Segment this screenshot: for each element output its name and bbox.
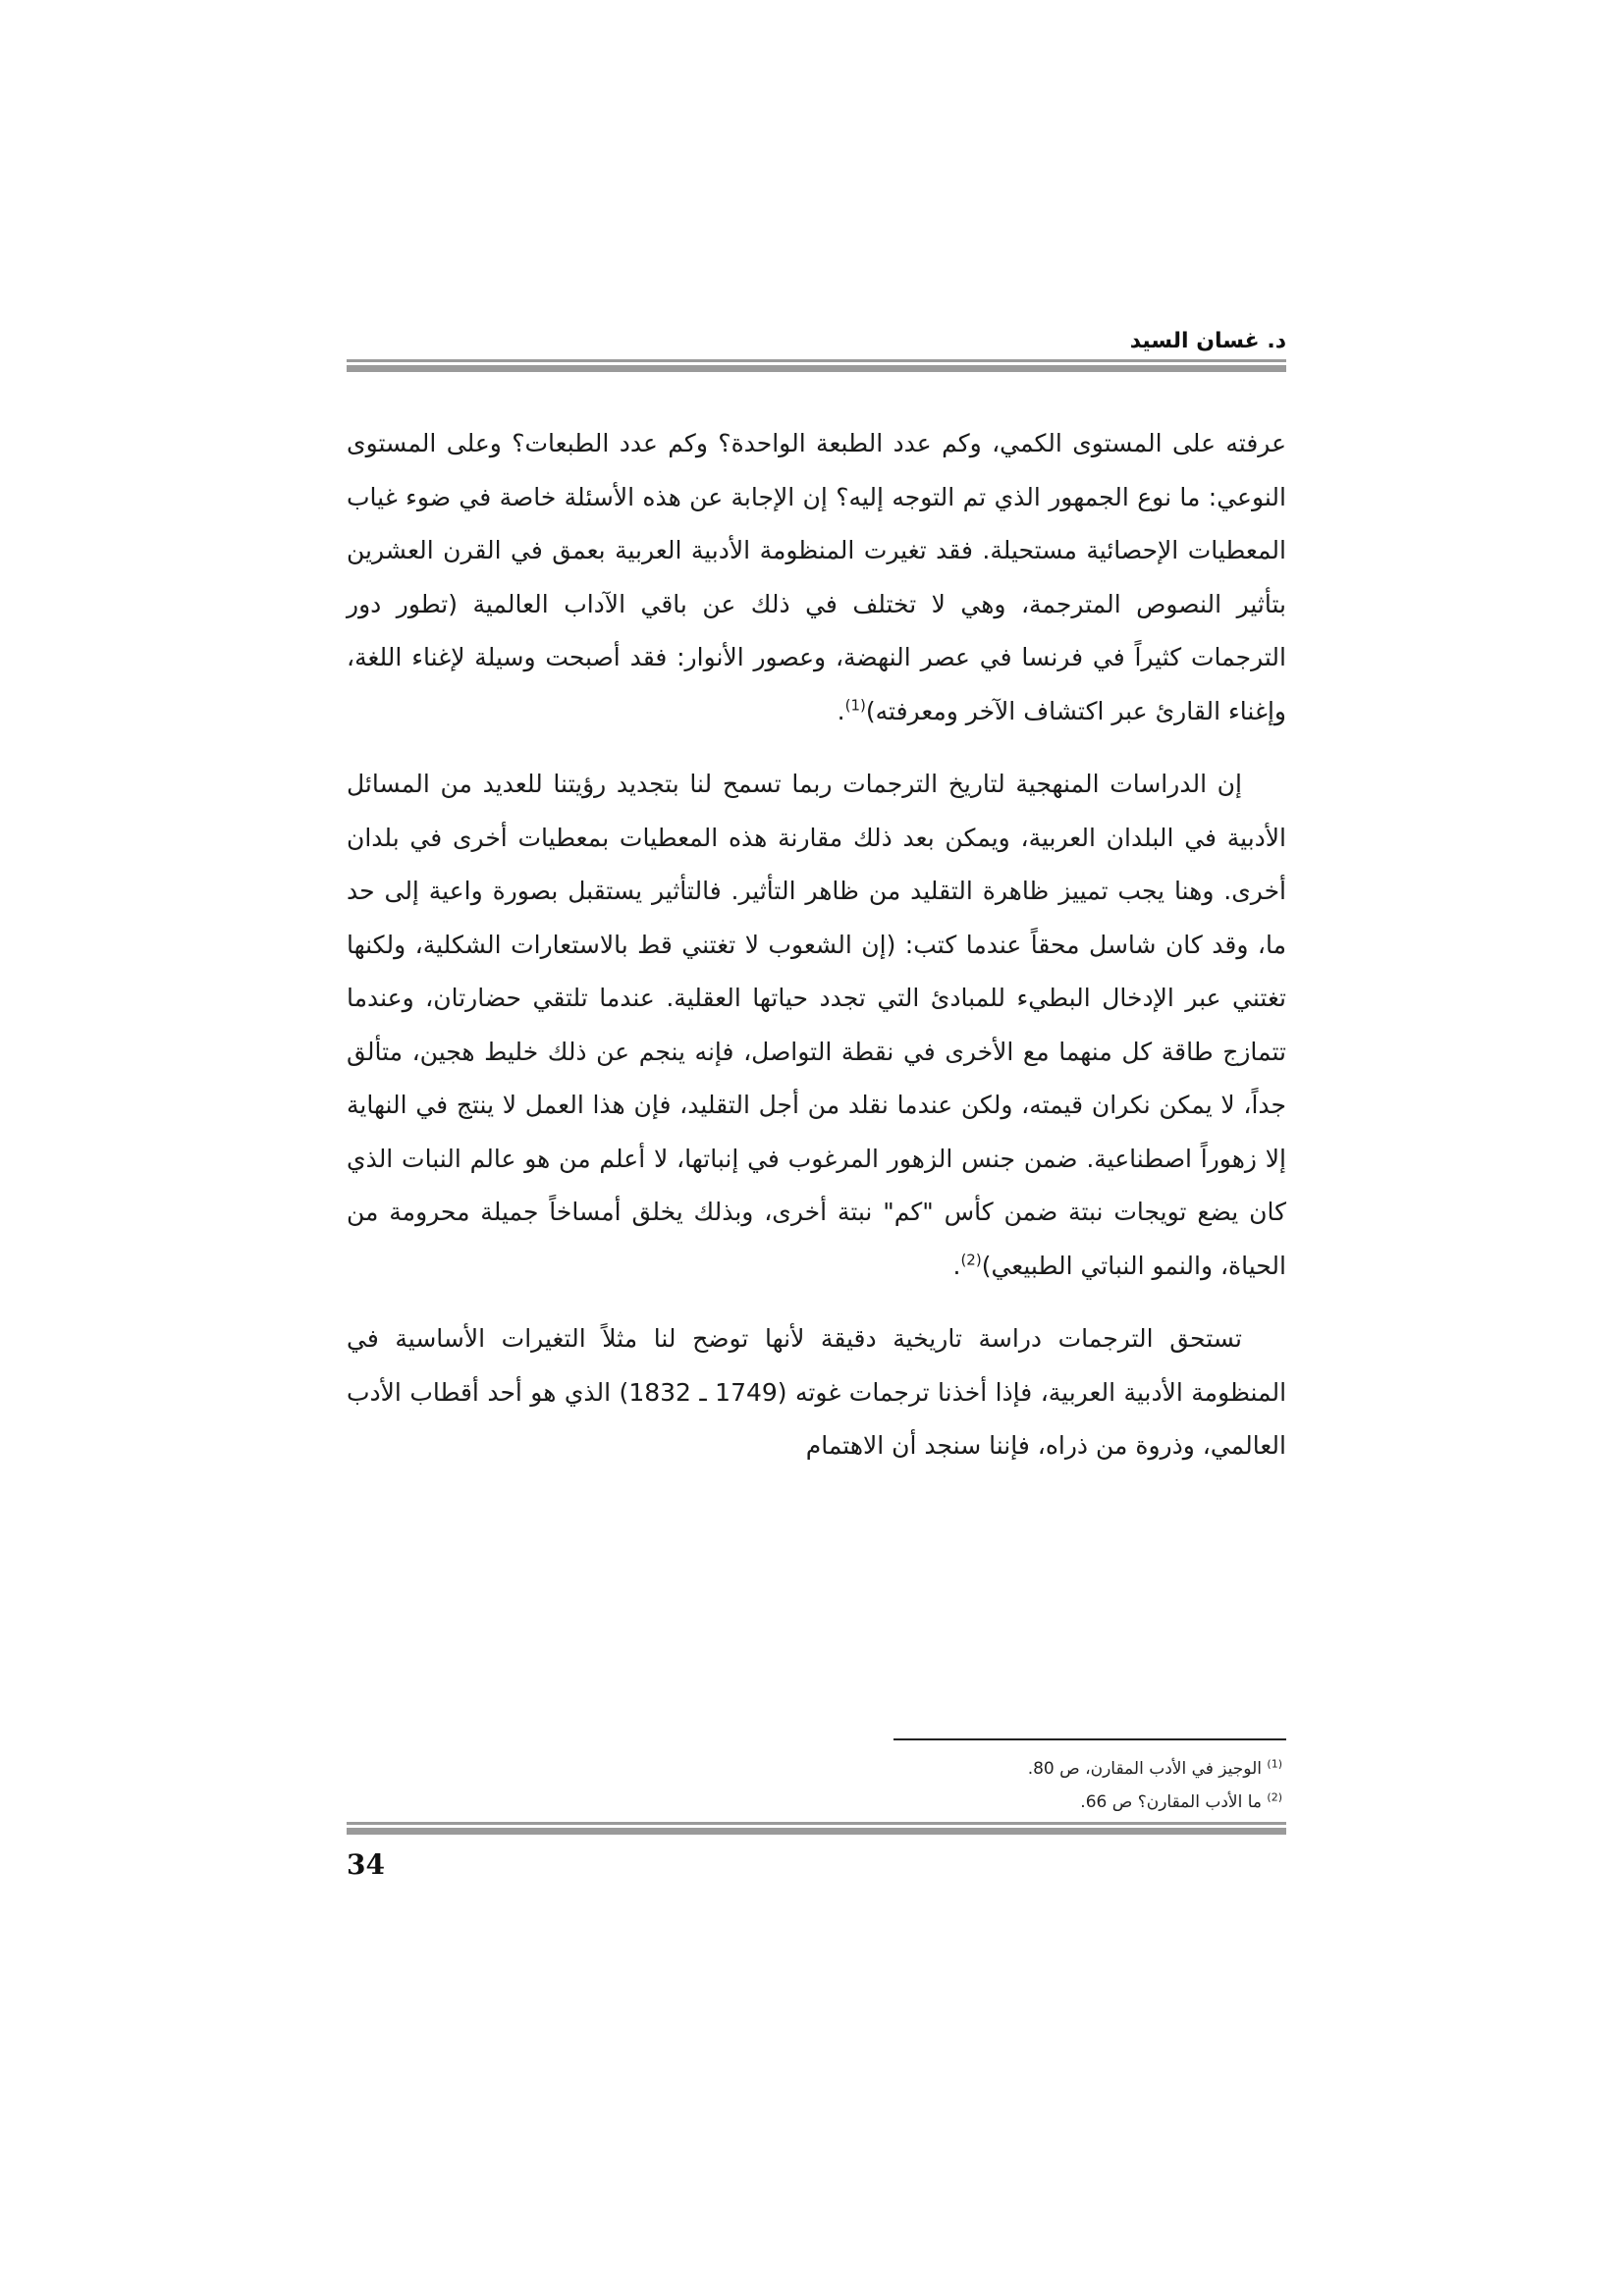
header-rule [347, 359, 1286, 373]
paragraph-3-text: تستحق الترجمات دراسة تاريخية دقيقة لأنها توضح لنا مثلاً التغيرات الأساسية في المنظومة الأدبية العربية، فإذا أخذنا ترجمات غوته (1749 ـ 1832) الذي هو أحد أقطاب الأدب العالمي، وذروة من ذراه، فإننا سنجد أن الاهتمام [347, 1324, 1287, 1460]
paragraph-3 [347, 1312, 1286, 1473]
footer-rule-thick-line [347, 1828, 1286, 1835]
paragraph-2-end: . [952, 1251, 961, 1280]
footer-rule [347, 1822, 1286, 1836]
paragraph-1-text: عرفته على المستوى الكمي، وكم عدد الطبعة الواحدة؟ وكم عدد الطبعات؟ وعلى المستوى النوعي: ما نوع الجمهور الذي تم التوجه إليه؟ إن الإجابة عن هذه الأسئلة خاصة في ضوء غياب المعطيات الإحصائية مستحيلة. فقد تغيرت المنظومة الأدبية العربية بعمق في القرن العشرين بتأثير النصوص المترجمة، وهي لا تختلف في ذلك عن باقي الآداب العالمية (تطور دور الترجمات كثيراً في فرنسا في عصر النهضة، وعصور الأنوار: فقد أصبحت وسيلة لإغناء اللغة، وإغناء القارئ عبر اكتشاف الآخر ومعرفته) [347, 429, 1286, 725]
paragraph-1-end: . [837, 696, 845, 725]
page-number: 34 [347, 1848, 385, 1881]
footnote-1-number: (1) [1267, 1757, 1282, 1771]
footnote-ref-2: (2) [960, 1251, 982, 1269]
footnotes [347, 1752, 1286, 1819]
running-head-author: د. غسان السيد [1129, 329, 1286, 353]
header-rule-thick-line [347, 365, 1286, 372]
footnote-2 [347, 1786, 1286, 1819]
paragraph-2-text: إن الدراسات المنهجية لتاريخ الترجمات ربما تسمح لنا بتجديد رؤيتنا للعديد من المسائل الأدبية في البلدان العربية، ويمكن بعد ذلك مقارنة هذه المعطيات بمعطيات أخرى في بلدان أخرى. وهنا يجب تمييز ظاهرة التقليد من ظاهر التأثير. فالتأثير يستقبل بصورة واعية إلى حد ما، وقد كان شاسل محقاً عندما كتب: (إن الشعوب لا تغتني قط بالاستعارات الشكلية، ولكنها تغتني عبر الإدخال البطيء للمبادئ التي تجدد حياتها العقلية. عندما تلتقي حضارتان، وعندما تتمازج طاقة كل منهما مع الأخرى في نقطة التواصل، فإنه ينجم عن ذلك خليط هجين، متألق جداً، لا يمكن نكران قيمته، ولكن عندما نقلد من أجل التقليد، فإن هذا العمل لا ينتج في النهاية إلا زهوراً اصطناعية. ضمن جنس الزهور المرغوب في إنباتها، لا أعلم من هو عالم النبات الذي كان يضع تويجات نبتة ضمن كأس "كم" نبتة أخرى، وبذلك يخلق أمساخاً جميلة محرومة من الحياة، والنمو النباتي الطبيعي) [347, 770, 1286, 1280]
paragraph-1 [347, 417, 1286, 738]
header-rule-thin-line [347, 359, 1286, 362]
footnote-ref-1: (1) [844, 696, 866, 715]
footnote-2-number: (2) [1267, 1790, 1282, 1804]
book-page [347, 324, 1286, 1895]
footnote-1 [347, 1752, 1286, 1786]
body-text [347, 417, 1286, 1493]
footnote-2-text: ما الأدب المقارن؟ ص 66. [1080, 1792, 1268, 1812]
paragraph-2 [347, 758, 1286, 1293]
footer-rule-thin-line [347, 1822, 1286, 1825]
footnote-1-text: الوجيز في الأدب المقارن، ص 80. [1027, 1759, 1268, 1779]
footnote-separator [893, 1738, 1286, 1740]
